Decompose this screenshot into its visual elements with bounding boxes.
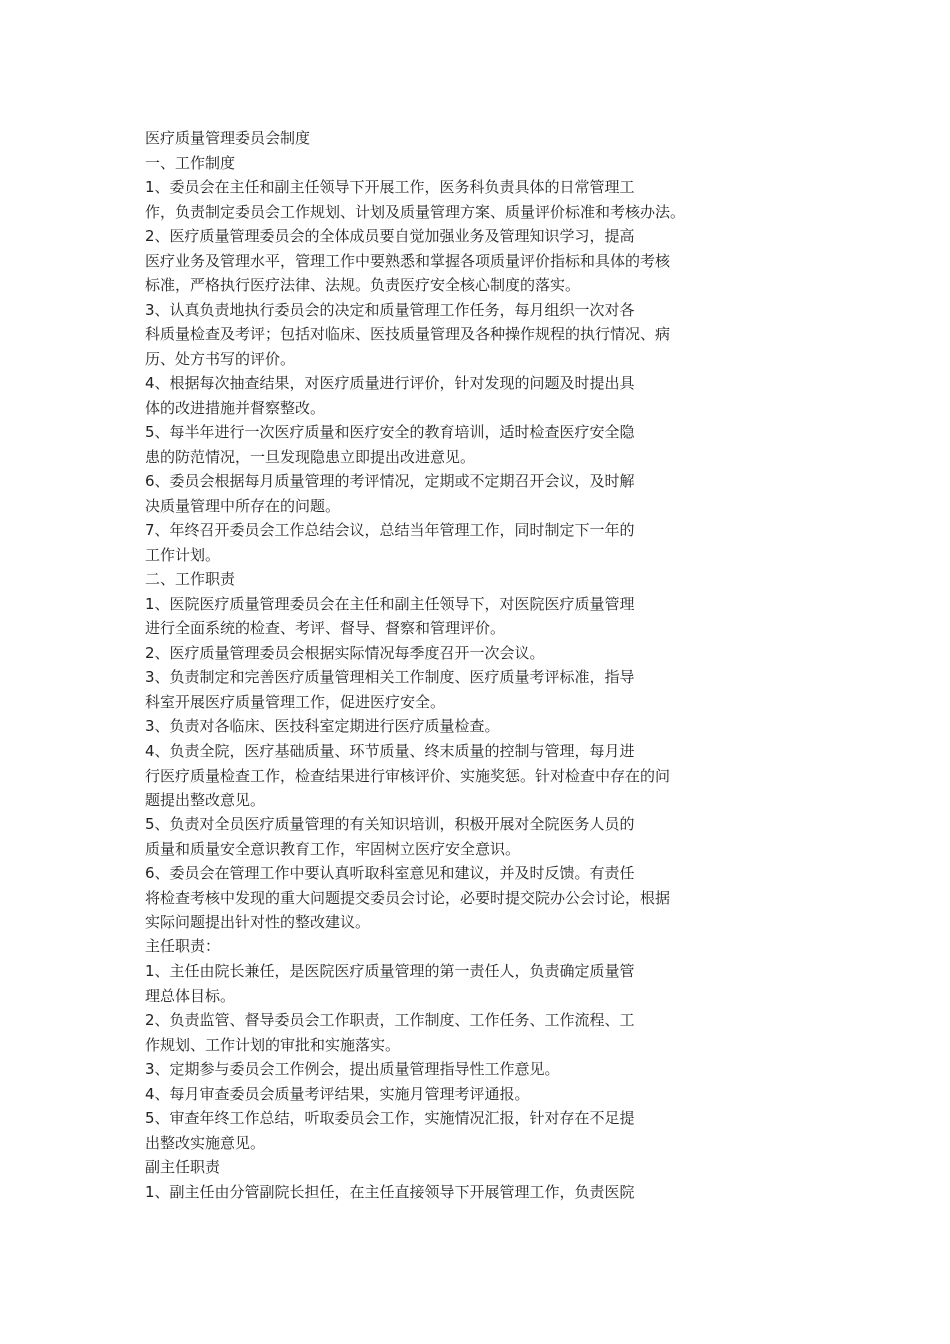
paragraph-line: 7、年终召开委员会工作总结会议，总结当年管理工作，同时制定下一年的 xyxy=(145,520,635,539)
paragraph-line: 标准，严格执行医疗法律、法规。负责医疗安全核心制度的落实。 xyxy=(145,276,581,295)
paragraph-line: 理总体目标。 xyxy=(145,986,236,1005)
paragraph-line: 实际问题提出针对性的整改建议。 xyxy=(145,913,371,932)
paragraph-line: 质量和质量安全意识教育工作，牢固树立医疗安全意识。 xyxy=(145,839,521,858)
paragraph-line: 3、负责制定和完善医疗质量管理相关工作制度、医疗质量考评标准，指导 xyxy=(145,668,635,687)
paragraph-line: 作规划、工作计划的审批和实施落实。 xyxy=(145,1035,401,1054)
paragraph-line: 3、负责对各临床、医技科室定期进行医疗质量检查。 xyxy=(145,717,500,736)
paragraph-line: 2、医疗质量管理委员会的全体成员要自觉加强业务及管理知识学习，提高 xyxy=(145,227,635,246)
paragraph-line: 1、委员会在主任和副主任领导下开展工作，医务科负责具体的日常管理工 xyxy=(145,178,635,197)
paragraph-line: 行医疗质量检查工作，检查结果进行审核评价、实施奖惩。针对检查中存在的问 xyxy=(145,766,671,785)
document-title: 医疗质量管理委员会制度 xyxy=(145,129,311,147)
paragraph-line: 科室开展医疗质量管理工作，促进医疗安全。 xyxy=(145,692,446,711)
paragraph-line: 2、负责监管、督导委员会工作职责，工作制度、工作任务、工作流程、工 xyxy=(145,1011,635,1030)
paragraph-line: 题提出整改意见。 xyxy=(145,790,266,809)
paragraph-line: 1、医院医疗质量管理委员会在主任和副主任领导下，对医院医疗质量管理 xyxy=(145,594,635,613)
section-heading-deputy-director-duties: 副主任职责 xyxy=(145,1158,221,1177)
paragraph-line: 1、主任由院长兼任，是医院医疗质量管理的第一责任人，负责确定质量管 xyxy=(145,962,635,981)
paragraph-line: 科质量检查及考评；包括对临床、医技质量管理及各种操作规程的执行情况、病 xyxy=(145,325,671,344)
paragraph-line: 医疗业务及管理水平，管理工作中要熟悉和掌握各项质量评价指标和具体的考核 xyxy=(145,252,671,271)
paragraph-line: 历、处方书写的评价。 xyxy=(145,349,296,368)
paragraph-line: 4、负责全院，医疗基础质量、环节质量、终末质量的控制与管理，每月进 xyxy=(145,741,635,760)
paragraph-line: 工作计划。 xyxy=(145,545,221,564)
document-body xyxy=(145,126,905,1205)
paragraph-line: 进行全面系统的检查、考评、督导、督察和管理评价。 xyxy=(145,619,506,638)
paragraph-line: 作，负责制定委员会工作规划、计划及质量管理方案、质量评价标准和考核办法。 xyxy=(145,203,686,222)
paragraph-line: 6、委员会根据每月质量管理的考评情况，定期或不定期召开会议，及时解 xyxy=(145,471,635,490)
paragraph-line: 患的防范情况，一旦发现隐患立即提出改进意见。 xyxy=(145,447,476,466)
paragraph-line: 2、医疗质量管理委员会根据实际情况每季度召开一次会议。 xyxy=(145,643,545,662)
paragraph-line: 6、委员会在管理工作中要认真听取科室意见和建议，并及时反馈。有责任 xyxy=(145,864,635,883)
paragraph-line: 将检查考核中发现的重大问题提交委员会讨论，必要时提交院办公会讨论，根据 xyxy=(145,888,671,907)
paragraph-line: 体的改进措施并督察整改。 xyxy=(145,398,326,417)
paragraph-line: 决质量管理中所存在的问题。 xyxy=(145,496,341,515)
paragraph-line: 5、负责对全员医疗质量管理的有关知识培训，积极开展对全院医务人员的 xyxy=(145,815,635,834)
section-heading-work-duties: 二、工作职责 xyxy=(145,569,236,588)
paragraph-line: 4、每月审查委员会质量考评结果，实施月管理考评通报。 xyxy=(145,1084,530,1103)
paragraph-line: 5、审查年终工作总结，听取委员会工作，实施情况汇报，针对存在不足提 xyxy=(145,1109,635,1128)
section-heading-director-duties: 主任职责： xyxy=(145,937,221,956)
paragraph-line: 4、根据每次抽查结果，对医疗质量进行评价，针对发现的问题及时提出具 xyxy=(145,373,635,392)
paragraph-line: 3、认真负责地执行委员会的决定和质量管理工作任务，每月组织一次对各 xyxy=(145,300,635,319)
paragraph-line: 1、副主任由分管副院长担任，在主任直接领导下开展管理工作，负责医院 xyxy=(145,1183,635,1202)
paragraph-line: 3、定期参与委员会工作例会，提出质量管理指导性工作意见。 xyxy=(145,1060,560,1079)
paragraph-line: 出整改实施意见。 xyxy=(145,1134,266,1153)
section-heading-work-system: 一、工作制度 xyxy=(145,153,236,172)
paragraph-line: 5、每半年进行一次医疗质量和医疗安全的教育培训，适时检查医疗安全隐 xyxy=(145,422,635,441)
